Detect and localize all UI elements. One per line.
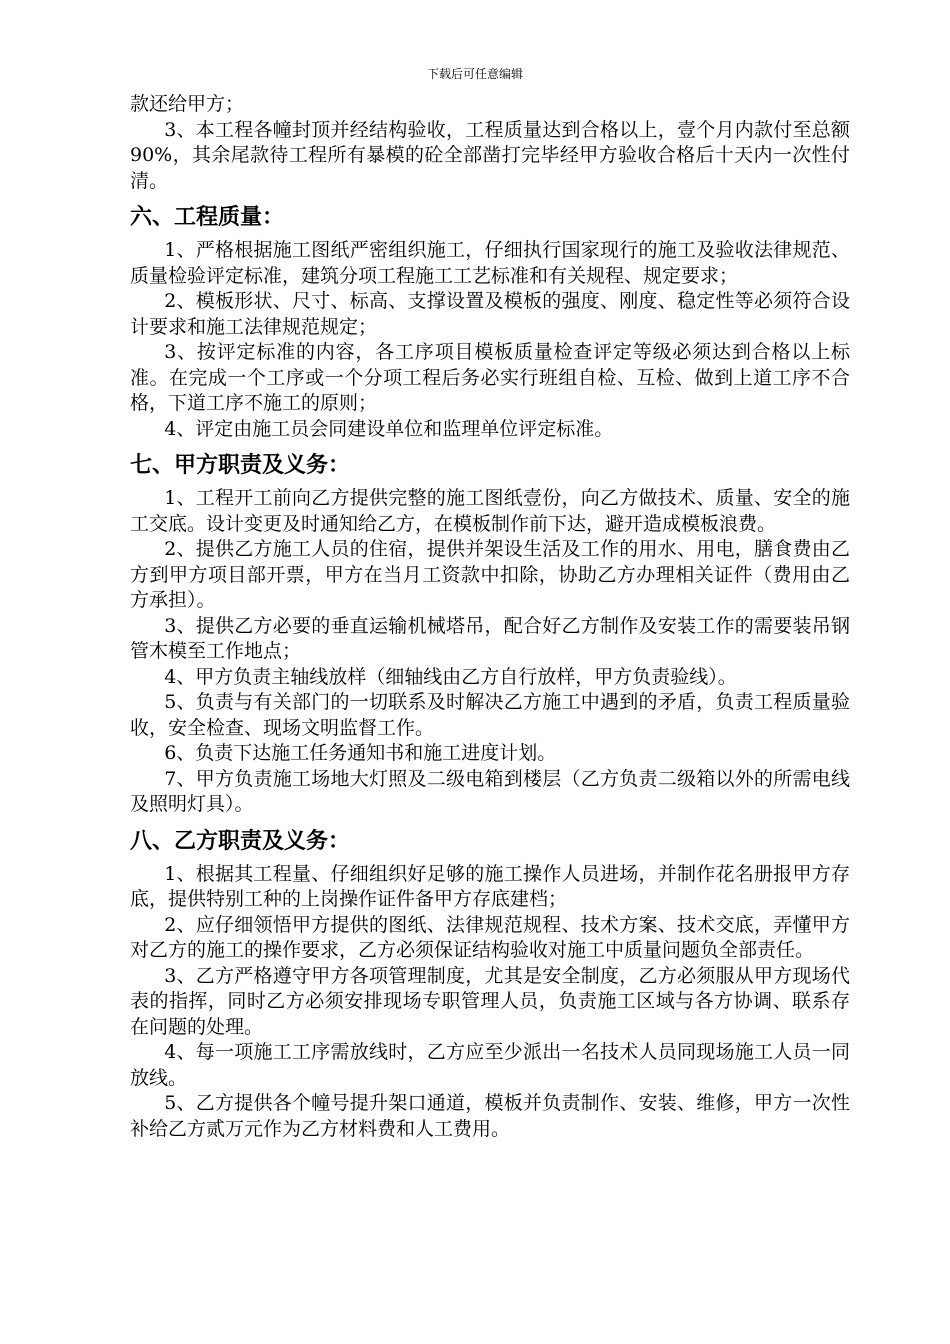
paragraph: 2、模板形状、尺寸、标高、支撑设置及模板的强度、刚度、稳定性等必须符合设计要求和施工法律规范规定； (130, 290, 850, 338)
paragraph: 7、甲方负责施工场地大灯照及二级电箱到楼层（乙方负责二级箱以外的所需电线及照明灯具）。 (130, 767, 850, 815)
paragraph: 4、每一项施工工序需放线时，乙方应至少派出一名技术人员同现场施工人员一同放线。 (130, 1041, 850, 1089)
document-body (130, 92, 850, 1142)
section-quality (130, 202, 850, 442)
paragraph: 3、乙方严格遵守甲方各项管理制度，尤其是安全制度，乙方必须服从甲方现场代表的指挥，同时乙方必须安排现场专职管理人员，负责施工区域与各方协调、联系存在问题的处理。 (130, 964, 850, 1038)
paragraph: 3、本工程各幢封顶并经结构验收，工程质量达到合格以上，壹个月内款付至总额90%，其余尾款待工程所有暴模的砼全部凿打完毕经甲方验收合格后十天内一次性付清。 (130, 118, 850, 192)
paragraph: 1、根据其工程量、仔细组织好足够的施工操作人员进场，并制作花名册报甲方存底，提供特别工种的上岗操作证件备甲方存底建档； (130, 862, 850, 910)
paragraph: 1、工程开工前向乙方提供完整的施工图纸壹份，向乙方做技术、质量、安全的施工交底。设计变更及时通知给乙方，在模板制作前下达，避开造成模板浪费。 (130, 487, 850, 535)
paragraph: 2、应仔细领悟甲方提供的图纸、法律规范规程、技术方案、技术交底，弄懂甲方对乙方的施工的操作要求，乙方必须保证结构验收对施工中质量问题负全部责任。 (130, 913, 850, 961)
section-heading: 六、工程质量： (130, 204, 285, 230)
section-party-a-duties (130, 450, 850, 818)
section-heading: 八、乙方职责及义务： (130, 827, 351, 854)
section-heading: 七、甲方职责及义务： (130, 452, 351, 478)
paragraph: 1、严格根据施工图纸严密组织施工，仔细执行国家现行的施工及验收法律规范、质量检验评定标准，建筑分项工程施工工艺标准和有关规程、规定要求； (130, 239, 850, 287)
paragraph: 3、按评定标准的内容，各工序项目模板质量检查评定等级必须达到合格以上标准。在完成一个工序或一个分项工程后务必实行班组自检、互检、做到上道工序不合格，下道工序不施工的原则； (130, 341, 850, 414)
paragraph: 6、负责下达施工任务通知书和施工进度计划。 (164, 742, 557, 764)
paragraph: 5、负责与有关部门的一切联系及时解决乙方施工中遇到的矛盾，负责工程质量验收，安全检查、现场文明监督工作。 (130, 691, 850, 739)
paragraph: 3、提供乙方必要的垂直运输机械塔吊，配合好乙方制作及安装工作的需要装吊钢管木模至工作地点； (130, 614, 850, 662)
paragraph: 2、提供乙方施工人员的住宿，提供并架设生活及工作的用水、用电，膳食费由乙方到甲方项目部开票，甲方在当月工资款中扣除，协助乙方办理相关证件（费用由乙方承担）。 (130, 538, 850, 611)
section-party-b-duties (130, 826, 850, 1143)
paragraph: 4、评定由施工员会同建设单位和监理单位评定标准。 (164, 417, 614, 440)
paragraph: 款还给甲方； (130, 93, 245, 115)
paragraph: 4、甲方负责主轴线放样（细轴线由乙方自行放样，甲方负责验线）。 (164, 665, 737, 688)
paragraph: 5、乙方提供各个幢号提升架口通道，模板并负责制作、安装、维修，甲方一次性补给乙方贰万元作为乙方材料费和人工费用。 (130, 1092, 850, 1140)
page-header: 下载后可任意编辑 (426, 67, 523, 81)
